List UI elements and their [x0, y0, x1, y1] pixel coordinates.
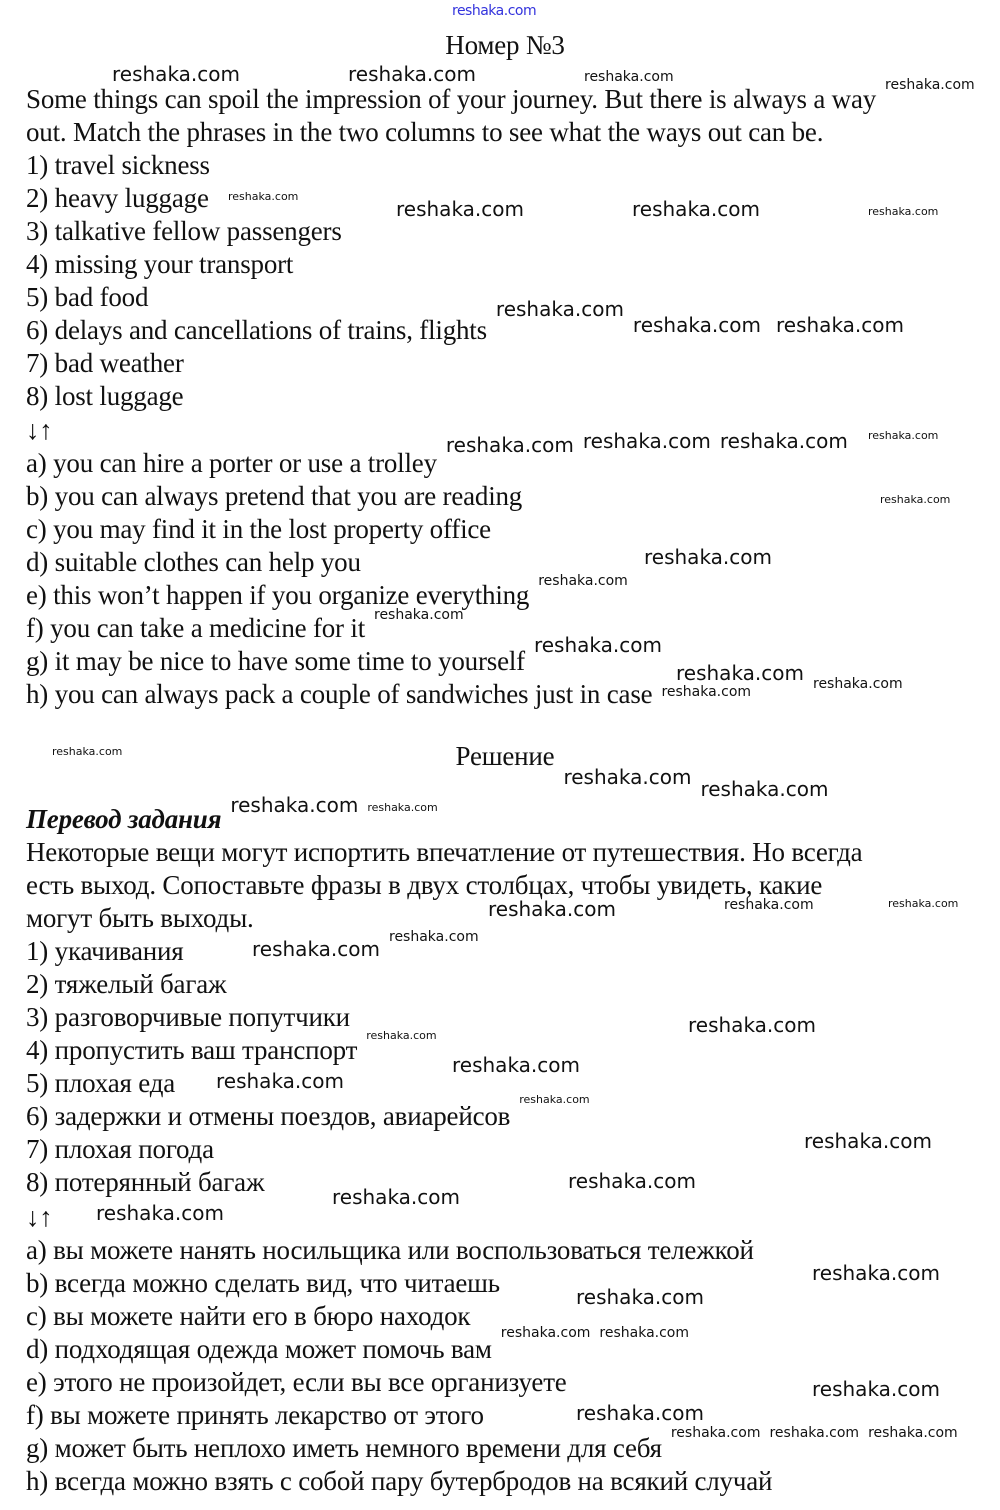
- arrows-divider: ↓↑: [26, 1202, 53, 1232]
- watermark: reshaka.com: [568, 1169, 696, 1193]
- watermark: reshaka.com: [812, 1261, 940, 1285]
- problem-item: 5) bad food: [26, 282, 149, 312]
- watermark: reshaka.com: [495, 297, 624, 321]
- problem-item: 8) lost luggage: [26, 381, 184, 411]
- translated-solution-item: g) может быть неплохо иметь немного времени для себя: [26, 1433, 662, 1463]
- watermark: reshaka.com: [366, 1028, 437, 1042]
- watermark: reshaka.com: [576, 1285, 704, 1309]
- arrows-divider: ↓↑: [26, 415, 53, 445]
- watermark: reshaka.com: [885, 77, 975, 93]
- watermark: reshaka.com: [332, 1185, 460, 1209]
- translated-solution-item: a) вы можете нанять носильщика или воспользоваться тележкой: [26, 1235, 754, 1265]
- watermark: reshaka.com: [769, 1425, 860, 1441]
- watermark: reshaka.com: [804, 1129, 932, 1153]
- watermark: reshaka.com: [700, 777, 829, 801]
- translated-solution-item: d) подходящая одежда может помочь вам: [26, 1334, 492, 1364]
- problem-item: 1) travel sickness: [26, 150, 210, 180]
- watermark: reshaka.com: [230, 793, 359, 817]
- watermark: reshaka.com: [519, 1092, 590, 1106]
- watermark: reshaka.com: [644, 545, 772, 569]
- watermark: reshaka.com: [228, 189, 299, 203]
- translated-solution-item: b) всегда можно сделать вид, что читаешь: [26, 1268, 500, 1298]
- page-title: Номер №3: [445, 30, 565, 60]
- problem-item: 3) talkative fellow passengers: [26, 216, 342, 246]
- watermark: reshaka.com: [676, 661, 804, 685]
- translated-problem-item: 6) задержки и отмены поездов, авиарейсов: [26, 1101, 511, 1131]
- translated-solution-item: f) вы можете принять лекарство от этого: [26, 1400, 484, 1430]
- translated-solution-item: c) вы можете найти его в бюро находок: [26, 1301, 471, 1331]
- watermark: reshaka.com: [389, 929, 479, 945]
- watermark: reshaka.com: [599, 1325, 690, 1341]
- watermark: reshaka.com: [880, 492, 951, 506]
- solution-item: h) you can always pack a couple of sandwiches just in case: [26, 679, 653, 709]
- watermark: reshaka.com: [584, 69, 674, 85]
- solution-item: g) it may be nice to have some time to yourself: [26, 646, 525, 676]
- solution-item: b) you can always pretend that you are reading: [26, 481, 523, 511]
- watermark: reshaka.com: [582, 429, 711, 453]
- translation-heading: Перевод задания: [26, 804, 222, 834]
- translated-problem-item: 7) плохая погода: [26, 1134, 214, 1164]
- watermark: reshaka.com: [112, 62, 240, 86]
- watermark: reshaka.com: [812, 1377, 940, 1401]
- watermark: reshaka.com: [374, 607, 464, 623]
- watermark: reshaka.com: [719, 429, 848, 453]
- watermark: reshaka.com: [632, 197, 760, 221]
- watermark: reshaka.com: [813, 676, 903, 692]
- watermark: reshaka.com: [724, 897, 814, 913]
- problem-item: 2) heavy luggage: [26, 183, 209, 213]
- watermark: reshaka.com: [396, 197, 524, 221]
- solution-item: e) this won’t happen if you organize everything: [26, 580, 530, 610]
- watermark: reshaka.com: [632, 313, 761, 337]
- watermark: reshaka.com: [776, 313, 904, 337]
- translated-problem-item: 4) пропустить ваш транспорт: [26, 1035, 358, 1065]
- solution-item: d) suitable clothes can help you: [26, 547, 361, 577]
- problem-item: 7) bad weather: [26, 348, 184, 378]
- translation-intro-line: Некоторые вещи могут испортить впечатление от путешествия. Но всегда: [26, 837, 863, 867]
- watermark: reshaka.com: [500, 1325, 591, 1341]
- watermark: reshaka.com: [688, 1013, 816, 1037]
- watermark: reshaka.com: [52, 744, 123, 758]
- translated-problem-item: 1) укачивания: [26, 936, 184, 966]
- watermark: reshaka.com: [445, 433, 574, 457]
- watermark: reshaka.com: [661, 684, 752, 700]
- watermark: reshaka.com: [452, 1053, 580, 1077]
- watermark: reshaka.com: [252, 937, 380, 961]
- solution-item: a) you can hire a porter or use a trolley: [26, 448, 437, 478]
- watermark: reshaka.com: [868, 428, 939, 442]
- watermark: reshaka.com: [868, 1425, 958, 1441]
- watermark: reshaka.com: [538, 573, 628, 589]
- watermark: reshaka.com: [348, 62, 476, 86]
- watermark: reshaka.com: [868, 204, 939, 218]
- translated-problem-item: 3) разговорчивые попутчики: [26, 1002, 350, 1032]
- translated-problem-item: 5) плохая еда: [26, 1068, 176, 1098]
- watermark: reshaka.com: [533, 633, 662, 657]
- watermark: reshaka.com: [576, 1401, 704, 1425]
- task-intro-line: out. Match the phrases in the two columns to see what the ways out can be.: [26, 117, 824, 147]
- watermark: reshaka.com: [367, 800, 438, 814]
- watermark: reshaka.com: [563, 765, 692, 789]
- top-watermark-link[interactable]: reshaka.com: [452, 3, 537, 19]
- solution-item: c) you may find it in the lost property office: [26, 514, 491, 544]
- translated-solution-item: h) всегда можно взять с собой пару бутербродов на всякий случай: [26, 1466, 773, 1496]
- translated-solution-item: e) этого не произойдет, если вы все организуете: [26, 1367, 567, 1397]
- translation-intro-line: могут быть выходы.: [26, 903, 254, 933]
- watermark: reshaka.com: [216, 1069, 344, 1093]
- problem-item: 6) delays and cancellations of trains, flights: [26, 315, 487, 345]
- translated-problem-item: 8) потерянный багаж: [26, 1167, 265, 1197]
- solution-item: f) you can take a medicine for it: [26, 613, 365, 643]
- translation-intro-line: есть выход. Сопоставьте фразы в двух столбцах, чтобы увидеть, какие: [26, 870, 823, 900]
- watermark: reshaka.com: [488, 897, 616, 921]
- watermark: reshaka.com: [888, 896, 959, 910]
- task-intro-line: Some things can spoil the impression of your journey. But there is always a way: [26, 84, 877, 114]
- watermark: reshaka.com: [670, 1425, 761, 1441]
- solution-heading: Решение: [455, 741, 555, 771]
- watermark: reshaka.com: [96, 1201, 224, 1225]
- problem-item: 4) missing your transport: [26, 249, 294, 279]
- translated-problem-item: 2) тяжелый багаж: [26, 969, 227, 999]
